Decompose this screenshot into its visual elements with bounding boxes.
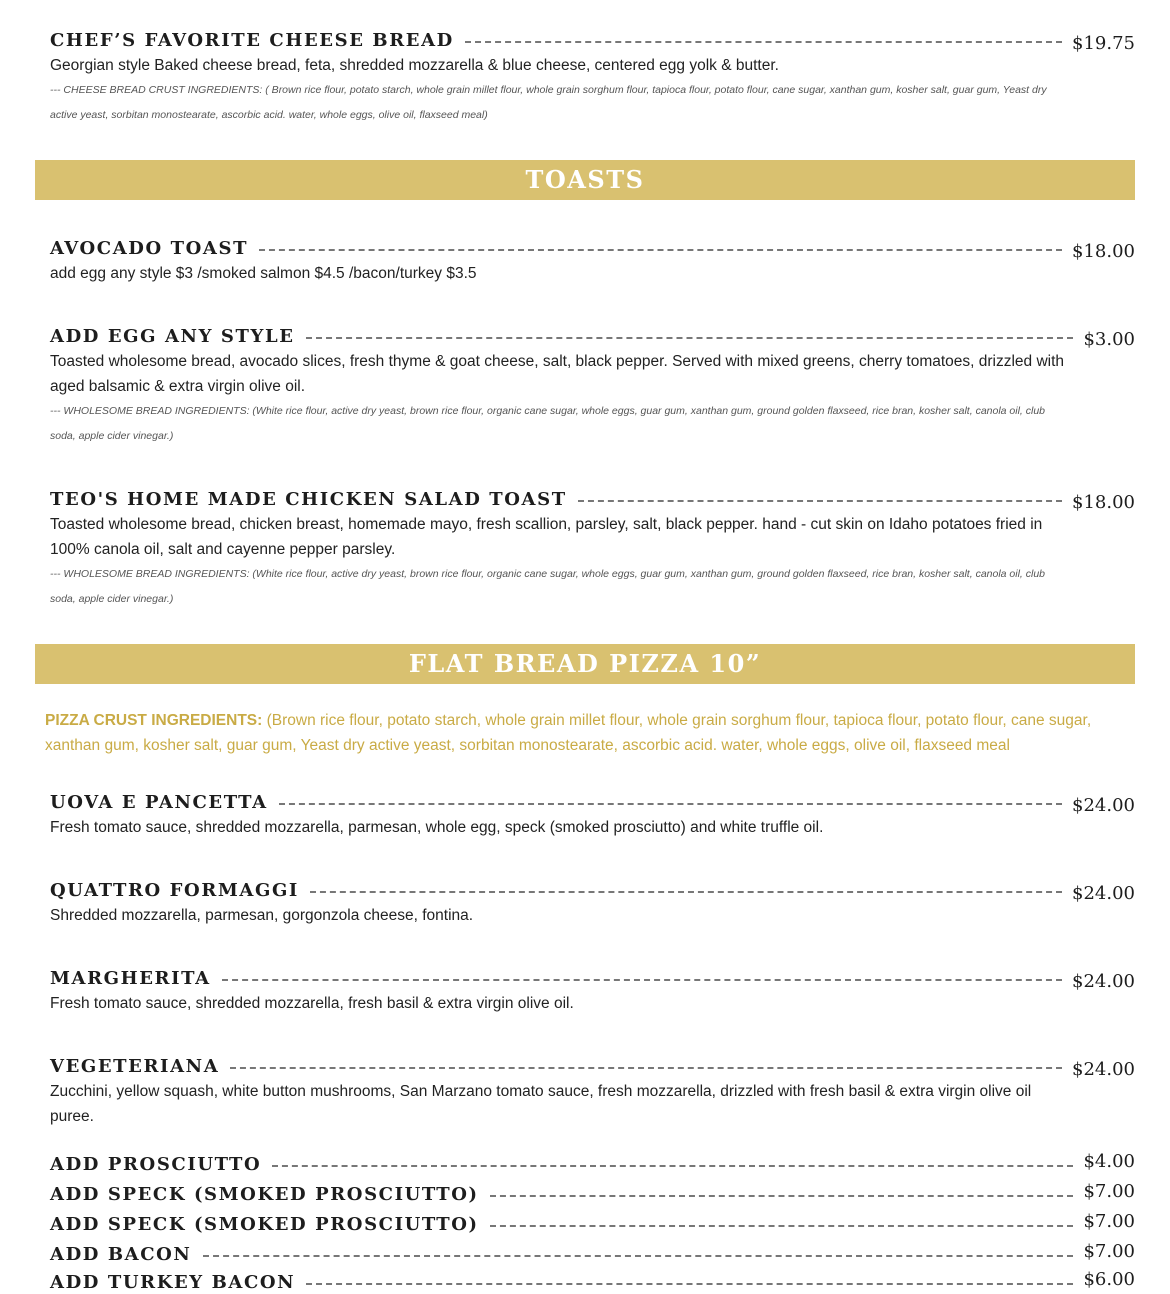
addon-name: ADD BACON: [50, 1244, 192, 1265]
item-name: CHEF’S FAVORITE CHEESE BREAD: [50, 30, 454, 51]
item-description: Fresh tomato sauce, shredded mozzarella, fresh basil & extra virgin olive oil.: [50, 995, 574, 1012]
item-description: Shredded mozzarella, parmesan, gorgonzola cheese, fontina.: [50, 907, 474, 924]
item-ingredients: --- WHOLESOME BREAD INGREDIENTS: (White rice flour, active dry yeast, brown rice flour, organic cane sugar, whole eggs, guar gum, xanthan gum, ground golden flaxseed, rice bran, kosher salt, canola oil, club soda, apple cider vinegar.): [50, 405, 1046, 442]
leader-dots: [279, 803, 1062, 805]
item-name: QUATTRO FORMAGGI: [50, 880, 299, 901]
menu-item-cheese-bread: [50, 22, 1135, 128]
addon-price: $6.00: [1083, 1269, 1135, 1290]
item-description: Fresh tomato sauce, shredded mozzarella, parmesan, whole egg, speck (smoked prosciutto) and white truffle oil.: [50, 819, 824, 836]
item-description: Toasted wholesome bread, avocado slices, fresh thyme & goat cheese, salt, black pepper. Served with mixed greens, cherry tomatoes, drizzled with aged balsamic & extra virgin olive oil.: [50, 353, 1065, 395]
item-description: Toasted wholesome bread, chicken breast, homemade mayo, fresh scallion, parsley, salt, black pepper. hand - cut skin on Idaho potatoes fried in 100% canola oil, salt and cayenne pepper parsley.: [50, 516, 1043, 558]
pizza-crust-ingredients: [45, 708, 1130, 758]
addon-price: $7.00: [1083, 1211, 1135, 1232]
menu-item-avocado-toast: [50, 230, 1135, 286]
leader-dots: [222, 979, 1062, 981]
addon-price: $4.00: [1083, 1151, 1135, 1172]
leader-dots: [230, 1067, 1062, 1069]
item-name: UOVA E PANCETTA: [50, 792, 268, 813]
crust-text: (Brown rice flour, potato starch, whole grain millet flour, whole grain sorghum flour, tapioca flour, potato flour, cane sugar, xanthan gum, kosher salt, guar gum, Yeast dry active yeast, sorbitan monostearate, ascorbic acid. water, whole eggs, olive oil, flaxseed meal: [45, 712, 1092, 754]
item-price: $19.75: [1072, 33, 1135, 54]
item-price: $24.00: [1072, 795, 1135, 816]
addon-turkey-bacon: [50, 1264, 1135, 1294]
menu-item-uova-e-pancetta: [50, 784, 1135, 840]
addon-prosciutto: [50, 1146, 1135, 1176]
item-price: $24.00: [1072, 883, 1135, 904]
addon-name: ADD PROSCIUTTO: [50, 1154, 262, 1175]
item-ingredients: --- CHEESE BREAD CRUST INGREDIENTS: ( Brown rice flour, potato starch, whole grain millet flour, whole grain sorghum flour, tapioca flour, potato flour, cane sugar, xanthan gum, kosher salt, guar gum, Yeast dry active yeast, sorbitan monostearate, ascorbic acid. water, whole eggs, olive oil, flaxseed meal): [50, 84, 1047, 121]
menu-item-add-egg: [50, 318, 1135, 449]
leader-dots: [465, 41, 1062, 43]
addon-bacon: [50, 1236, 1135, 1266]
item-name: TEO'S HOME MADE CHICKEN SALAD TOAST: [50, 489, 567, 510]
addon-name: ADD SPECK (SMOKED PROSCIUTTO): [50, 1214, 479, 1235]
item-name: VEGETERIANA: [50, 1056, 220, 1077]
leader-dots: [490, 1195, 1074, 1197]
leader-dots: [310, 891, 1062, 893]
addon-speck-2: [50, 1206, 1135, 1236]
item-price: $3.00: [1083, 329, 1135, 350]
item-name: ADD EGG ANY STYLE: [50, 326, 295, 347]
item-description: Georgian style Baked cheese bread, feta, shredded mozzarella & blue cheese, centered egg yolk & butter.: [50, 57, 779, 74]
item-price: $24.00: [1072, 1059, 1135, 1080]
section-header-pizza: FLAT BREAD PIZZA 10”: [35, 644, 1135, 684]
item-price: $18.00: [1072, 241, 1135, 262]
item-description: Zucchini, yellow squash, white button mushrooms, San Marzano tomato sauce, fresh mozzarella, drizzled with fresh basil & extra virgin olive oil puree.: [50, 1083, 1032, 1125]
item-name: AVOCADO TOAST: [50, 238, 249, 259]
crust-label: PIZZA CRUST INGREDIENTS:: [45, 712, 263, 729]
leader-dots: [272, 1165, 1073, 1167]
leader-dots: [306, 1283, 1073, 1285]
addon-price: $7.00: [1083, 1181, 1135, 1202]
item-price: $18.00: [1072, 492, 1135, 513]
addon-price: $7.00: [1083, 1241, 1135, 1262]
menu-item-margherita: [50, 960, 1135, 1016]
leader-dots: [578, 500, 1062, 502]
section-header-toasts: TOASTS: [35, 160, 1135, 200]
leader-dots: [306, 337, 1074, 339]
menu-item-quattro-formaggi: [50, 872, 1135, 928]
item-name: MARGHERITA: [50, 968, 211, 989]
addon-name: ADD TURKEY BACON: [50, 1272, 296, 1293]
addon-speck: [50, 1176, 1135, 1206]
leader-dots: [490, 1225, 1074, 1227]
leader-dots: [203, 1255, 1074, 1257]
item-ingredients: --- WHOLESOME BREAD INGREDIENTS: (White rice flour, active dry yeast, brown rice flour, organic cane sugar, whole eggs, guar gum, xanthan gum, ground golden flaxseed, rice bran, kosher salt, canola oil, club soda, apple cider vinegar.): [50, 568, 1046, 605]
leader-dots: [259, 249, 1062, 251]
addon-name: ADD SPECK (SMOKED PROSCIUTTO): [50, 1184, 479, 1205]
menu-item-chicken-salad-toast: [50, 481, 1135, 612]
menu-item-vegeteriana: [50, 1048, 1135, 1129]
item-description: add egg any style $3 /smoked salmon $4.5 /bacon/turkey $3.5: [50, 265, 477, 282]
item-price: $24.00: [1072, 971, 1135, 992]
